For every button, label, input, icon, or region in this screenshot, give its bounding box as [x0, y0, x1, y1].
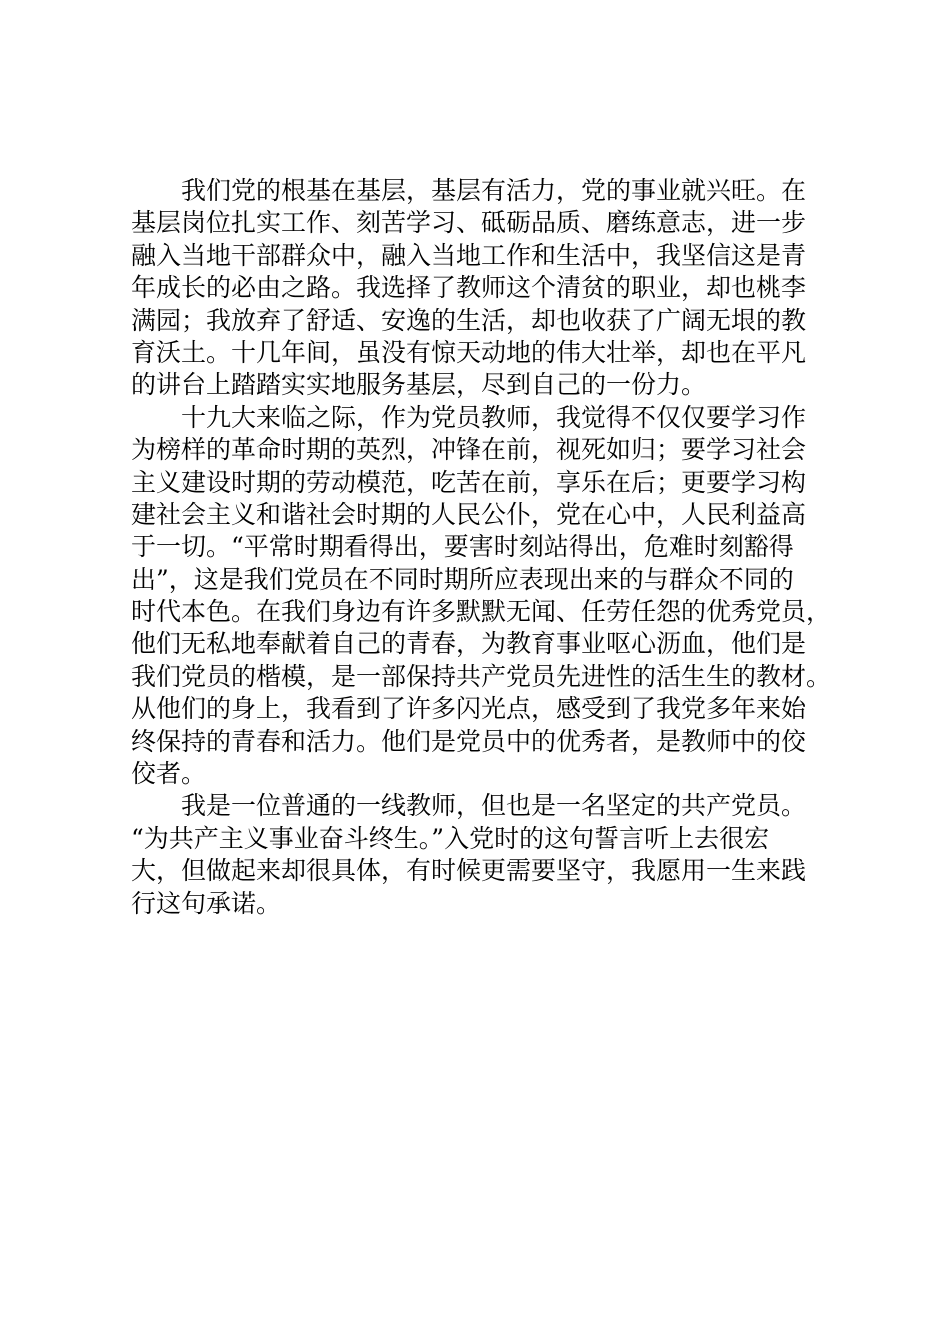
text-line: 于一切。“平常时期看得出，要害时刻站得出，危难时刻豁得 — [131, 532, 794, 562]
text-line: 育沃土。十几年间，虽没有惊天动地的伟大壮举，却也在平凡 — [131, 337, 807, 367]
text-line: 出”，这是我们党员在不同时期所应表现出来的与群众不同的 — [131, 564, 794, 594]
paragraph-3 — [131, 790, 851, 920]
text-line: 从他们的身上，我看到了许多闪光点，感受到了我党多年来始 — [131, 694, 807, 724]
paragraph-1 — [131, 175, 851, 402]
text-line: 终保持的青春和活力。他们是党员中的优秀者，是教师中的佼 — [131, 726, 807, 756]
text-line: 他们无私地奉献着自己的青春，为教育事业呕心沥血，他们是 — [131, 629, 807, 659]
text-line: 基层岗位扎实工作、刻苦学习、砥砺品质、磨练意志，进一步 — [131, 208, 807, 238]
text-line: 为榜样的革命时期的英烈，冲锋在前，视死如归；要学习社会 — [131, 435, 807, 465]
text-line: 融入当地干部群众中，融入当地工作和生活中，我坚信这是青 — [131, 240, 807, 270]
text-line: 主义建设时期的劳动模范，吃苦在前，享乐在后；更要学习构 — [131, 467, 807, 497]
text-line: 佼者。 — [131, 759, 207, 789]
text-line: 我们党员的楷模，是一部保持共产党员先进性的活生生的教材。 — [131, 661, 832, 691]
document-body — [131, 175, 851, 920]
paragraph-2 — [131, 402, 851, 791]
text-line: “为共产主义事业奋斗终生。”入党时的这句誓言听上去很宏 — [131, 823, 770, 853]
text-line: 十九大来临之际，作为党员教师，我觉得不仅仅要学习作 — [181, 402, 807, 432]
text-line: 行这句承诺。 — [131, 888, 282, 918]
text-line: 时代本色。在我们身边有许多默默无闻、任劳任怨的优秀党员， — [131, 597, 832, 627]
text-line: 的讲台上踏踏实实地服务基层，尽到自己的一份力。 — [131, 370, 707, 400]
text-line: 满园；我放弃了舒适、安逸的生活，却也收获了广阔无垠的教 — [131, 305, 807, 335]
text-line: 建社会主义和谐社会时期的人民公仆，党在心中，人民利益高 — [131, 499, 807, 529]
text-line: 年成长的必由之路。我选择了教师这个清贫的职业，却也桃李 — [131, 273, 807, 303]
text-line: 我是一位普通的一线教师，但也是一名坚定的共产党员。 — [181, 791, 807, 821]
text-line: 我们党的根基在基层，基层有活力，党的事业就兴旺。在 — [181, 176, 807, 205]
text-line: 大，但做起来却很具体，有时候更需要坚守，我愿用一生来践 — [131, 856, 807, 886]
